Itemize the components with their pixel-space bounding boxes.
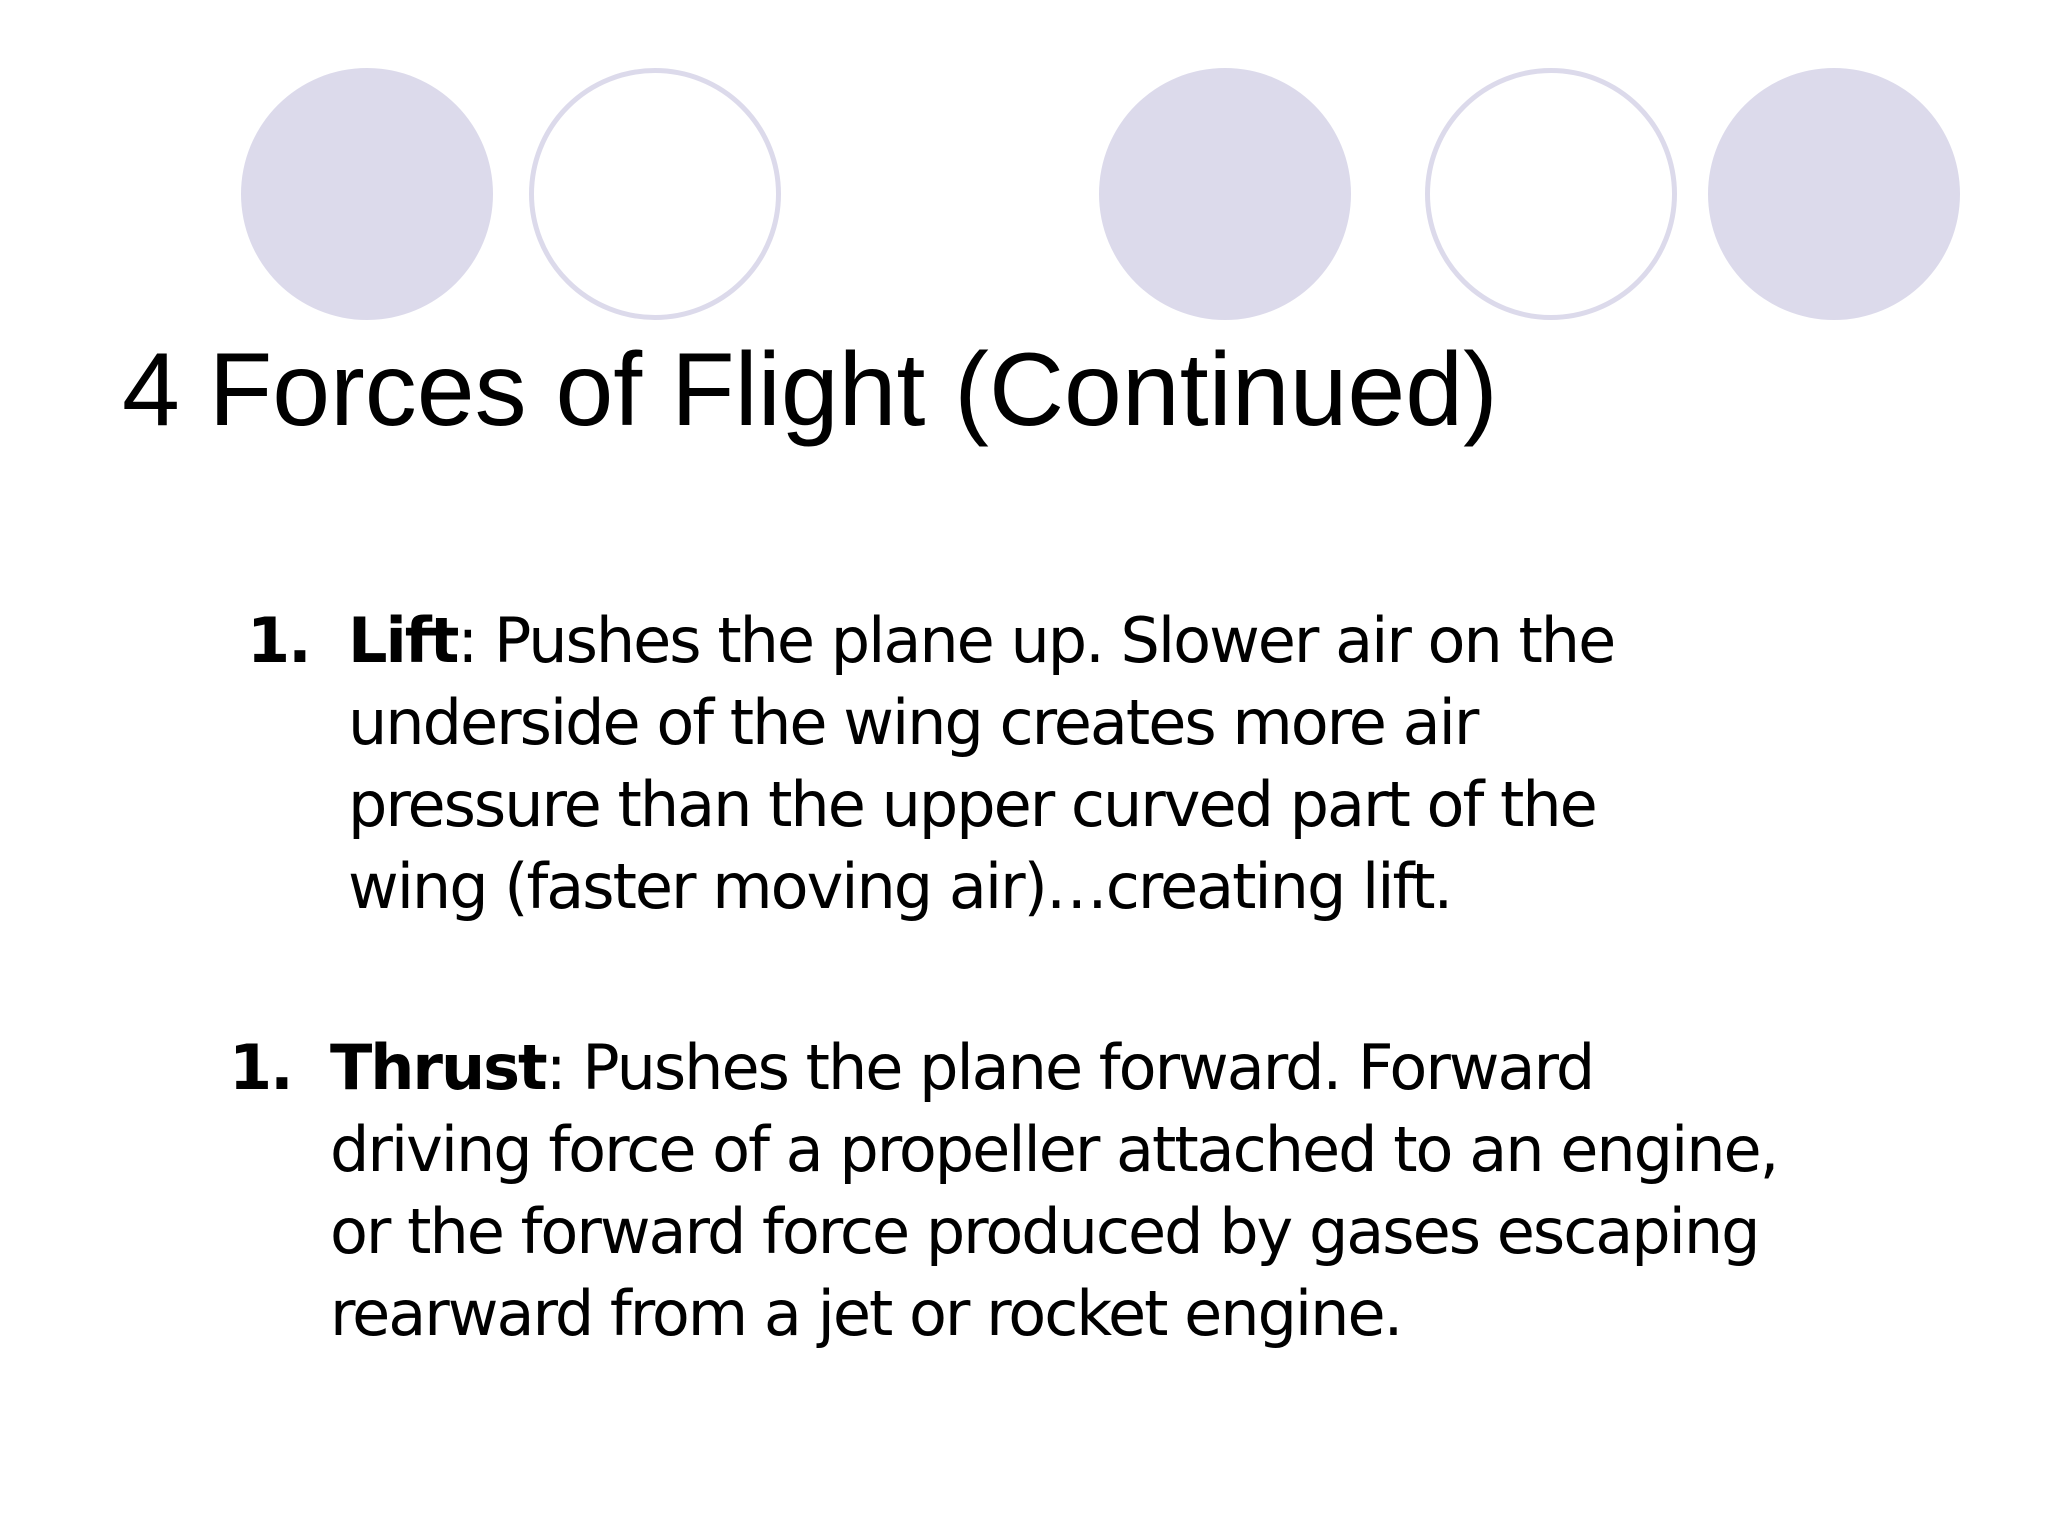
list-item-text bbox=[330, 1027, 1809, 1355]
list-item-lift bbox=[247, 600, 1747, 928]
decorative-circle-outline bbox=[1425, 68, 1677, 320]
list-item-line-text: : Pushes the plane forward. Forward bbox=[545, 1031, 1594, 1104]
list-item-number: 1. bbox=[247, 604, 310, 677]
list-item-line: driving force of a propeller attached to an engine, bbox=[330, 1113, 1778, 1186]
list-item-term: Lift bbox=[348, 604, 458, 677]
list-item-line-text: : Pushes the plane up. Slower air on the bbox=[457, 604, 1615, 677]
slide-title: 4 Forces of Flight (Continued) bbox=[122, 332, 1498, 448]
list-item-line bbox=[330, 1027, 1809, 1109]
decorative-circle-filled bbox=[241, 68, 493, 320]
list-item-text bbox=[348, 600, 1747, 928]
list-item-line: rearward from a jet or rocket engine. bbox=[330, 1277, 1402, 1350]
list-item-line: wing (faster moving air)…creating lift. bbox=[348, 850, 1452, 923]
list-item-line: pressure than the upper curved part of the bbox=[348, 768, 1596, 841]
list-item-thrust bbox=[229, 1027, 1809, 1355]
decorative-circle-filled bbox=[1708, 68, 1960, 320]
decorative-circle-outline bbox=[529, 68, 781, 320]
list-item-line: or the forward force produced by gases escaping bbox=[330, 1195, 1759, 1268]
list-item-line: underside of the wing creates more air bbox=[348, 686, 1478, 759]
decorative-circle-filled bbox=[1099, 68, 1351, 320]
list-item-line bbox=[348, 600, 1747, 682]
list-item-term: Thrust bbox=[330, 1031, 546, 1104]
list-item-number: 1. bbox=[229, 1031, 292, 1104]
